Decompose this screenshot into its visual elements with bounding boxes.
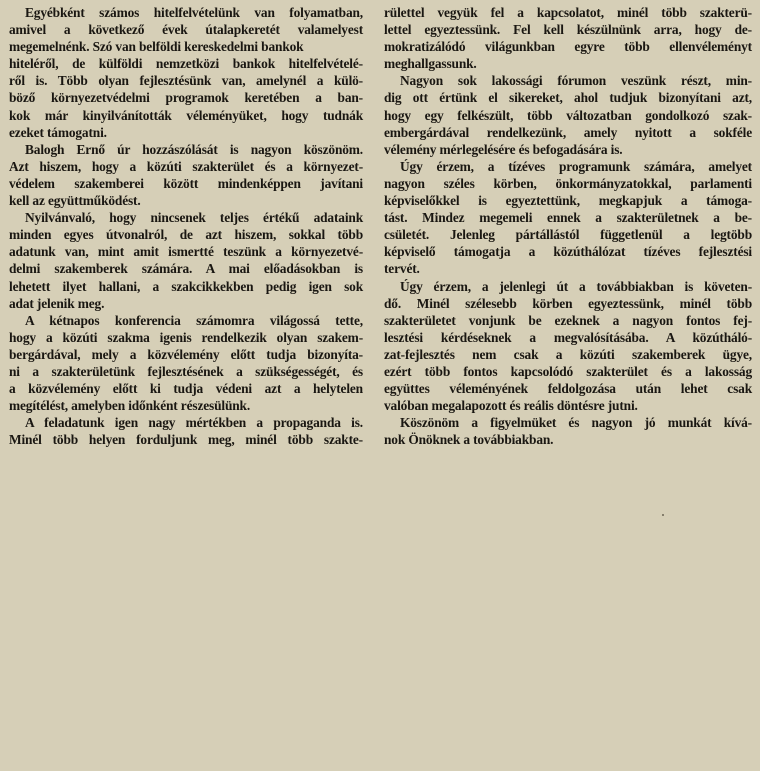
text-line: Köszönöm a figyelmüket és nagyon jó munkát kívá-	[400, 415, 752, 431]
text-line: kell az együttműködést.	[9, 193, 141, 209]
text-line: minden egyes útvonalról, de azt hiszem, sokkal több	[9, 227, 363, 243]
text-line: böző környezetvédelmi programok keretében a ban-	[9, 90, 363, 106]
text-line: A feladatunk igen nagy mértékben a propaganda is.	[25, 415, 363, 431]
text-line: együttes véleményének feldolgozása után lehet csak	[384, 381, 752, 397]
text-line: kok már kinyilvánították véleményüket, hogy tudnák	[9, 107, 363, 123]
text-line: képviselőkkel is egyeztettünk, megkapjuk a támoga-	[384, 193, 752, 209]
text-line: amivel a következő évek útalapkeretét valamelyest	[9, 22, 363, 38]
text-line: ni a szakterületünk fejlesztésének a szükségességét, és	[9, 363, 363, 379]
text-line: megemelnénk. Szó van belföldi kereskedelmi bankok	[9, 39, 304, 55]
text-line: embergárdával rendelkezünk, amely nyitott a sokféle	[384, 124, 752, 140]
text-line: csületét. Jelenleg pártállástól függetlenül a legtöbb	[384, 227, 752, 243]
text-line: zat-fejlesztés nem csak a közúti szakemberek ügye,	[384, 346, 752, 362]
text-line: Egyébként számos hitelfelvételünk van folyamatban,	[25, 5, 363, 20]
text-line: tást. Mindez megemeli ennek a szakterületnek a be-	[384, 210, 752, 226]
text-line: Úgy érzem, a tízéves programunk számára, amelyet	[400, 158, 752, 174]
text-line: Nyilvánvaló, hogy nincsenek teljes értékű adataink	[25, 210, 363, 226]
text-line: A kétnapos konferencia számomra világossá tette,	[25, 312, 363, 328]
left-column	[9, 4, 363, 448]
text-line: rülettel vegyük fel a kapcsolatot, minél több szakterü-	[384, 5, 752, 20]
text-line: bergárdával, mely a közvélemény előtt tudja bizonyíta-	[9, 346, 363, 362]
text-line: tervét.	[384, 261, 420, 277]
text-line: vélemény mérlegelésére és befogadására is.	[384, 141, 623, 157]
text-line: védelem szakemberei között mindenképpen javítani	[9, 175, 363, 191]
text-line: Azt hiszem, hogy a közúti szakterület és a környezet-	[9, 158, 363, 174]
text-line: adatunk van, mint amit ismertté teszünk a környezetvé-	[9, 244, 363, 260]
text-line: képviselő támogatja a közúthálózat tízéves fejlesztési	[384, 244, 752, 260]
text-line: a közvélemény előtt ki tudja védeni azt a helytelen	[9, 381, 363, 397]
text-line: Minél több helyen forduljunk meg, minél több szakte-	[9, 432, 363, 448]
text-line: Balogh Ernő úr hozzászólását is nagyon köszönöm.	[25, 141, 363, 157]
text-line: lesztési kérdéseknek a megvalósításába. A közútháló-	[384, 329, 752, 345]
left-column-text	[9, 4, 363, 448]
text-line: Nagyon sok lakossági fórumon veszünk részt, min-	[400, 73, 752, 89]
text-line: ezért több fontos kapcsolódó szakterület és a lakosság	[384, 363, 752, 379]
text-line: lettel egyeztessünk. Fel kell készülnünk arra, hogy de-	[384, 22, 752, 38]
text-line: ről is. Több olyan fejlesztésünk van, amelynél a külö-	[9, 73, 363, 89]
text-line: ezeket támogatni.	[9, 124, 107, 140]
text-line: Úgy érzem, a jelenlegi út a továbbiakban is követen-	[400, 278, 752, 294]
text-line: valóban megalapozott és reális döntésre jutni.	[384, 398, 638, 414]
text-line: hogy a közúti szakma igenis rendelkezik olyan szakem-	[9, 329, 363, 345]
text-line: dő. Minél szélesebb körben egyeztessünk, minél több	[384, 295, 752, 311]
text-line: hiteléről, de külföldi nemzetközi bankok hitelfelvételé-	[9, 56, 363, 72]
text-line: szakterületet vonjunk be ezeknek a nagyon fontos fej-	[384, 312, 752, 328]
text-line: nagyon széles körben, önkormányzatokkal, parlamenti	[384, 175, 752, 191]
right-column-text	[384, 4, 752, 448]
text-line: megítélést, amelyben időnként részesülünk.	[9, 398, 251, 414]
text-line: adat jelenik meg.	[9, 295, 105, 311]
text-line: lehetett ilyet hallani, a szakcikkekben pedig igen sok	[9, 278, 363, 294]
text-line: dig ott értünk el sikereket, ahol tudjuk bizonyítani azt,	[384, 90, 752, 106]
text-line: meghallgassunk.	[384, 56, 477, 72]
scan-speck	[662, 514, 664, 516]
text-line: mokratizálódó világunkban egyre több ellenvéleményt	[384, 39, 752, 55]
text-line: hogy egy felkészült, több változatban gondolkozó szak-	[384, 107, 752, 123]
text-line: nok Önöknek a továbbiakban.	[384, 432, 554, 448]
right-column	[384, 4, 752, 448]
text-line: delmi szakemberek számára. A mai előadásokban is	[9, 261, 363, 277]
